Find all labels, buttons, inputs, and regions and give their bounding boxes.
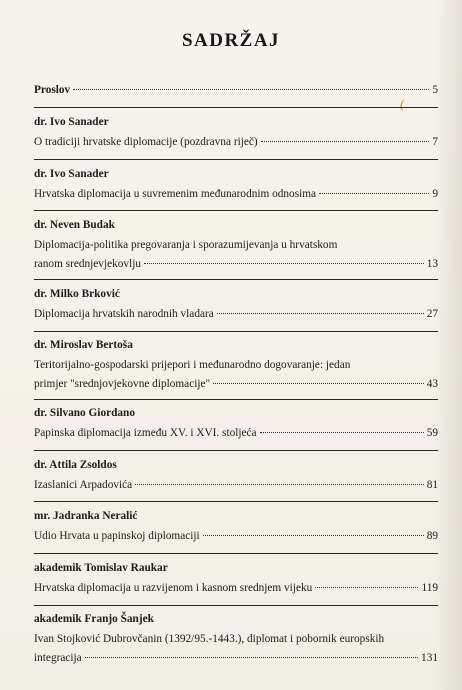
divider <box>34 107 438 108</box>
toc-entry-title-line: Ivan Stojković Dubrovčanin (1392/95.-1443.), diplomat i pobornik europskih <box>34 633 385 645</box>
toc-entry-title: Diplomacija hrvatskih narodnih vladara <box>34 308 214 320</box>
toc-entry[interactable] <box>34 287 438 322</box>
toc-entry[interactable] <box>34 458 438 493</box>
toc-entry-title: Udio Hrvata u papinskoj diplomaciji <box>34 530 200 542</box>
divider <box>34 501 438 502</box>
dot-leader <box>144 263 424 264</box>
toc-line <box>34 651 438 666</box>
toc-line <box>34 257 438 272</box>
dot-leader <box>319 193 429 194</box>
divider <box>34 605 438 606</box>
page-number: 81 <box>426 479 438 491</box>
dot-leader <box>85 657 418 658</box>
page-number: 13 <box>426 258 438 270</box>
page-number: 59 <box>426 427 438 439</box>
divider <box>34 553 438 554</box>
toc-entry-title: Hrvatska diplomacija u razvijenom i kasnom srednjem vijeku <box>34 582 313 594</box>
dot-leader <box>315 587 418 588</box>
toc-line <box>34 187 438 202</box>
divider <box>34 450 438 451</box>
page-number: 43 <box>426 378 438 390</box>
toc-entry[interactable] <box>34 115 438 150</box>
toc-author: dr. Neven Budak <box>34 219 115 231</box>
toc-author: dr. Attila Zsoldos <box>34 459 117 471</box>
toc-entry-proslov[interactable] <box>34 83 438 98</box>
divider <box>34 331 438 332</box>
page-number: 7 <box>432 136 438 148</box>
dot-leader <box>213 383 424 384</box>
toc-entry-title-line: Diplomacija-politika pregovaranja i sporazumijevanja u hrvatskom <box>34 239 338 251</box>
toc-entry[interactable] <box>34 338 438 392</box>
toc-author: mr. Jadranka Neralić <box>34 510 138 522</box>
toc-line <box>34 377 438 392</box>
toc-entry-title: integracija <box>34 652 82 664</box>
page-number: 9 <box>432 188 438 200</box>
toc-entry[interactable] <box>34 561 438 596</box>
toc-entry-title: O tradiciji hrvatske diplomacije (pozdravna riječ) <box>34 136 258 148</box>
dot-leader <box>260 432 424 433</box>
toc-author: akademik Tomislav Raukar <box>34 562 168 574</box>
dot-leader <box>261 141 430 142</box>
divider <box>34 399 438 400</box>
page-number: 119 <box>421 582 438 594</box>
toc-entry[interactable] <box>34 509 438 544</box>
toc-entry-title: primjer "srednjovjekovne diplomacije" <box>34 378 211 390</box>
page-number: 89 <box>426 530 438 542</box>
toc-line <box>34 135 438 150</box>
dot-leader <box>217 313 424 314</box>
toc-line <box>34 83 438 98</box>
toc-entry[interactable] <box>34 167 438 202</box>
dot-leader <box>203 535 424 536</box>
toc-author: dr. Ivo Sanader <box>34 116 109 128</box>
toc-author: dr. Silvano Giordano <box>34 407 135 419</box>
page-number: 5 <box>432 84 438 96</box>
divider <box>34 279 438 280</box>
toc-entry[interactable] <box>34 406 438 441</box>
toc-author: dr. Milko Brković <box>34 288 120 300</box>
toc-entry-title: Proslov <box>34 84 71 96</box>
dot-leader <box>135 484 424 485</box>
divider <box>34 210 438 211</box>
page-number: 27 <box>426 308 438 320</box>
toc-author: dr. Ivo Sanader <box>34 168 109 180</box>
toc-line <box>34 426 438 441</box>
toc-line <box>34 307 438 322</box>
toc-entry-title: ranom srednjevjekovlju <box>34 258 141 270</box>
toc-entry-title: Hrvatska diplomacija u suvremenim međunarodnim odnosima <box>34 188 317 200</box>
pen-mark-icon: ( <box>400 96 405 111</box>
toc-author: akademik Franjo Šanjek <box>34 613 154 625</box>
toc-entry-title-line: Teritorijalno-gospodarski prijepori i međunarodno dogovaranje: jedan <box>34 359 351 371</box>
toc-line <box>34 529 438 544</box>
toc-entry-title: Papinska diplomacija između XV. i XVI. stoljeća <box>34 427 257 439</box>
toc-entry[interactable] <box>34 218 438 272</box>
toc-line <box>34 581 438 596</box>
toc-entry[interactable] <box>34 612 438 666</box>
toc-line <box>34 478 438 493</box>
toc-entry-title: Izaslanici Arpadovića <box>34 479 133 491</box>
page-number: 131 <box>421 652 438 664</box>
dot-leader <box>73 89 429 90</box>
divider <box>34 159 438 160</box>
page-title: SADRŽAJ <box>181 30 281 51</box>
toc-author: dr. Miroslav Bertoša <box>34 339 133 351</box>
